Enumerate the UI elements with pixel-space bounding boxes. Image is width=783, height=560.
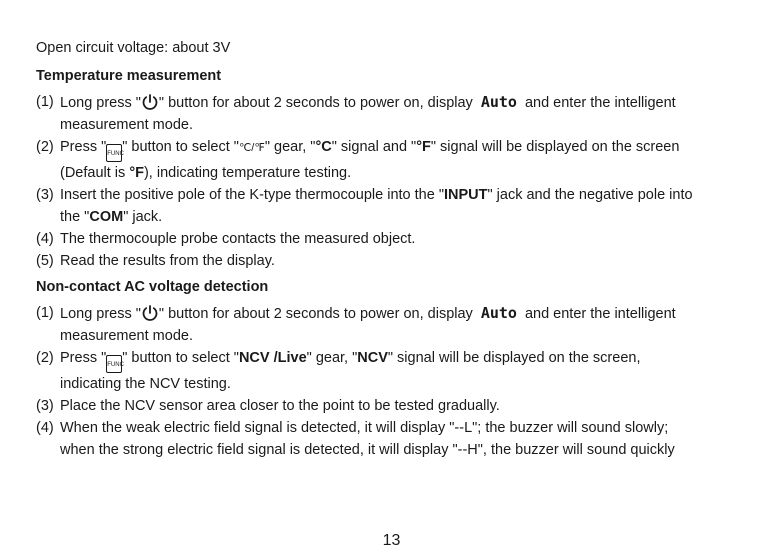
step-number: (3) <box>36 398 54 414</box>
func-button-icon: FUNC <box>106 144 122 162</box>
step-text: Long press " <box>60 95 141 111</box>
ncv-section <box>36 276 756 461</box>
step-text: the " <box>60 209 90 225</box>
fahrenheit-signal: °F <box>416 139 431 155</box>
step-text: " jack and the negative pole into <box>487 187 693 203</box>
auto-display-glyph: Auto <box>480 304 517 322</box>
step-text: " jack. <box>123 209 163 225</box>
ncv-step-1 <box>36 302 756 347</box>
power-icon <box>141 304 159 322</box>
celsius-signal: °C <box>315 139 332 155</box>
step-text: Place the NCV sensor area closer to the point to be tested gradually. <box>60 398 500 414</box>
step-number: (4) <box>36 231 54 247</box>
step-text: Press " <box>60 350 107 366</box>
step-number: (2) <box>36 350 54 366</box>
step-number: (1) <box>36 94 54 110</box>
step-text: " button to select " <box>122 139 239 155</box>
step-text: When the weak electric field signal is detected, it will display "--L"; the buzzer will sound slowly; <box>60 420 669 436</box>
manual-page <box>36 37 756 465</box>
step-text: " signal will be displayed on the screen, <box>387 350 641 366</box>
step-text: " button to select " <box>122 350 239 366</box>
temp-step-3 <box>36 184 756 228</box>
step-text: ), indicating temperature testing. <box>143 165 352 181</box>
auto-display-glyph: Auto <box>480 93 517 111</box>
ncv-heading: Non-contact AC voltage detection <box>36 279 269 295</box>
step-text: and enter the intelligent <box>524 95 676 111</box>
step-number: (2) <box>36 139 54 155</box>
step-text: " button for about 2 seconds to power on, display <box>158 306 473 322</box>
func-button-icon: FUNC <box>106 355 122 373</box>
step-text: Read the results from the display. <box>60 253 275 269</box>
temp-step-5 <box>36 250 756 272</box>
ncv-live-gear: NCV /Live <box>238 350 307 366</box>
step-number: (3) <box>36 187 54 203</box>
step-text: (Default is <box>60 165 130 181</box>
step-number: (1) <box>36 305 54 321</box>
com-jack-label: COM <box>89 209 124 225</box>
temperature-gear-glyph: ℃/℉ <box>238 142 265 154</box>
temp-step-4 <box>36 228 756 250</box>
step-text: when the strong electric field signal is detected, it will display "--H", the buzzer will sound quickly <box>60 442 675 458</box>
step-text: " signal will be displayed on the screen <box>430 139 680 155</box>
page-number: 13 <box>382 532 401 549</box>
ncv-signal: NCV <box>357 350 388 366</box>
temp-step-1 <box>36 91 756 136</box>
default-unit: °F <box>129 165 144 181</box>
open-circuit-voltage: Open circuit voltage: about 3V <box>36 40 231 56</box>
step-text: Insert the positive pole of the K-type thermocouple into the " <box>60 187 444 203</box>
step-text: measurement mode. <box>60 328 193 344</box>
step-number: (5) <box>36 253 54 269</box>
step-text: " gear, " <box>264 139 316 155</box>
temp-step-2 <box>36 136 756 184</box>
step-text: Press " <box>60 139 107 155</box>
ncv-step-4 <box>36 417 756 461</box>
ncv-step-2 <box>36 347 756 395</box>
step-text: indicating the NCV testing. <box>60 376 231 392</box>
step-text: " signal and " <box>331 139 417 155</box>
step-text: and enter the intelligent <box>524 306 676 322</box>
temperature-section <box>36 65 756 272</box>
step-text: Long press " <box>60 306 141 322</box>
step-text: measurement mode. <box>60 117 193 133</box>
step-text: The thermocouple probe contacts the measured object. <box>60 231 416 247</box>
step-number: (4) <box>36 420 54 436</box>
input-jack-label: INPUT <box>443 187 488 203</box>
power-icon <box>141 93 159 111</box>
step-text: " gear, " <box>306 350 358 366</box>
ncv-step-3 <box>36 395 756 417</box>
temperature-heading: Temperature measurement <box>36 68 222 84</box>
step-text: " button for about 2 seconds to power on, display <box>158 95 473 111</box>
